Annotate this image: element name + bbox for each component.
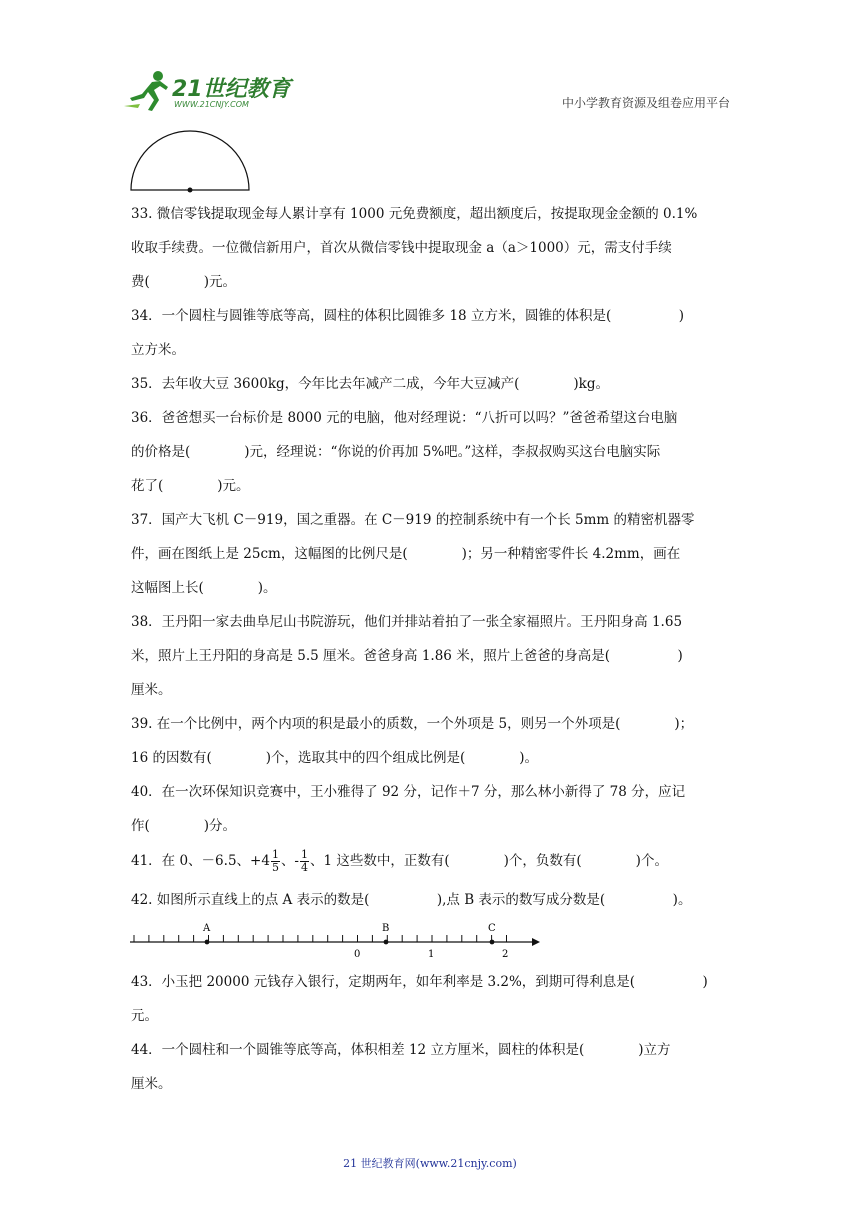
fraction-numerator: 1: [271, 848, 279, 861]
fraction-one-fourth: [300, 849, 309, 874]
q36-line-1: 36．爸爸想买一台标价是 8000 元的电脑，他对经理说：“八折可以吗？”爸爸希望这台电脑: [131, 410, 678, 426]
fraction-denominator: 5: [271, 861, 279, 874]
semicircle-figure: [128, 128, 252, 194]
label-c: C: [488, 923, 496, 934]
fraction-denominator: 4: [301, 861, 308, 874]
q41-text-c: 、1 这些数中，正数有( )个，负数有( )个。: [310, 853, 668, 869]
q37-line-2: 件，画在图纸上是 25cm，这幅图的比例尺是( )；另一种精密零件长 4.2mm，画在: [131, 546, 681, 562]
q43-line-2: 元。: [131, 1008, 158, 1024]
q38-line-1: 38．王丹阳一家去曲阜尼山书院游玩，他们并排站着拍了一张全家福照片。王丹阳身高 1.65: [131, 614, 683, 630]
point-c: [490, 940, 495, 945]
q39-line-2: 16 的因数有( )个，选取其中的四个组成比例是( )。: [131, 750, 539, 766]
q44-line-1: 44．一个圆柱和一个圆锥等底等高，体积相差 12 立方厘米，圆柱的体积是( )立方: [131, 1042, 671, 1058]
q40-line-1: 40．在一次环保知识竞赛中，王小雅得了 92 分，记作＋7 分，那么林小新得了 78 分，应记: [131, 784, 686, 800]
logo: [122, 68, 292, 118]
tick-label-0: 0: [354, 949, 361, 960]
point-b: [384, 940, 389, 945]
q36-line-2: 的价格是( )元，经理说：“你说的价再加 5%吧。”这样，李叔叔购买这台电脑实际: [131, 444, 661, 460]
q43-line-1: 43．小玉把 20000 元钱存入银行，定期两年，如年利率是 3.2%，到期可得利息是( ): [131, 974, 708, 990]
fraction-numerator: 1: [301, 848, 308, 861]
q34-line-2: 立方米。: [131, 342, 185, 358]
q37-line-1: 37．国产大飞机 C－919，国之重器。在 C－919 的控制系统中有一个长 5mm 的精密机器零: [131, 512, 695, 528]
header-platform-text: 中小学教育资源及组卷应用平台: [561, 96, 730, 110]
q41-line: [131, 848, 668, 874]
q36-line-3: 花了( )元。: [131, 478, 250, 494]
q41-text-a: 41．在 0、－6.5、+4: [131, 853, 270, 869]
tick-label-2: 2: [502, 949, 509, 960]
q39-line-1: 39. 在一个比例中，两个内项的积是最小的质数，一个外项是 5，则另一个外项是( )；: [131, 716, 694, 732]
q44-line-2: 厘米。: [131, 1076, 172, 1092]
q33-line-1: 33. 微信零钱提取现金每人累计享有 1000 元免费额度，超出额度后，按提取现金金额的 0.1%: [131, 206, 698, 222]
q41-text-b: 、-: [280, 853, 299, 869]
q42-line-1: 42. 如图所示直线上的点 A 表示的数是( ),点 B 表示的数写成分数是( )。: [131, 892, 692, 908]
q33-line-2: 收取手续费。一位微信新用户，首次从微信零钱中提取现金 a（a＞1000）元，需支付手续: [131, 240, 672, 256]
logo-text: 21世纪教育: [172, 77, 291, 102]
label-a: A: [203, 923, 211, 934]
q37-line-3: 这幅图上长( )。: [131, 580, 277, 596]
q40-line-2: 作( )分。: [131, 818, 237, 834]
q38-line-3: 厘米。: [131, 682, 172, 698]
footer-text: 21 世纪教育网(www.21cnjy.com): [343, 1157, 517, 1170]
tick-label-1: 1: [428, 949, 435, 960]
q34-line-1: 34．一个圆柱与圆锥等底等高，圆柱的体积比圆锥多 18 立方米，圆锥的体积是( ): [131, 308, 684, 324]
runner-logo-icon: [122, 68, 172, 112]
q38-line-2: 米，照片上王丹阳的身高是 5.5 厘米。爸爸身高 1.86 米，照片上爸爸的身高是( ): [131, 648, 683, 664]
q35-line-1: 35．去年收大豆 3600kg，今年比去年减产二成，今年大豆减产( )kg。: [131, 376, 610, 392]
point-a: [205, 940, 210, 945]
fraction-one-fifth: [271, 849, 280, 874]
label-b: B: [382, 923, 390, 934]
number-line-figure: [128, 918, 542, 962]
logo-url: WWW.21CNJY.COM: [174, 100, 249, 109]
q33-line-3: 费( )元。: [131, 274, 237, 290]
